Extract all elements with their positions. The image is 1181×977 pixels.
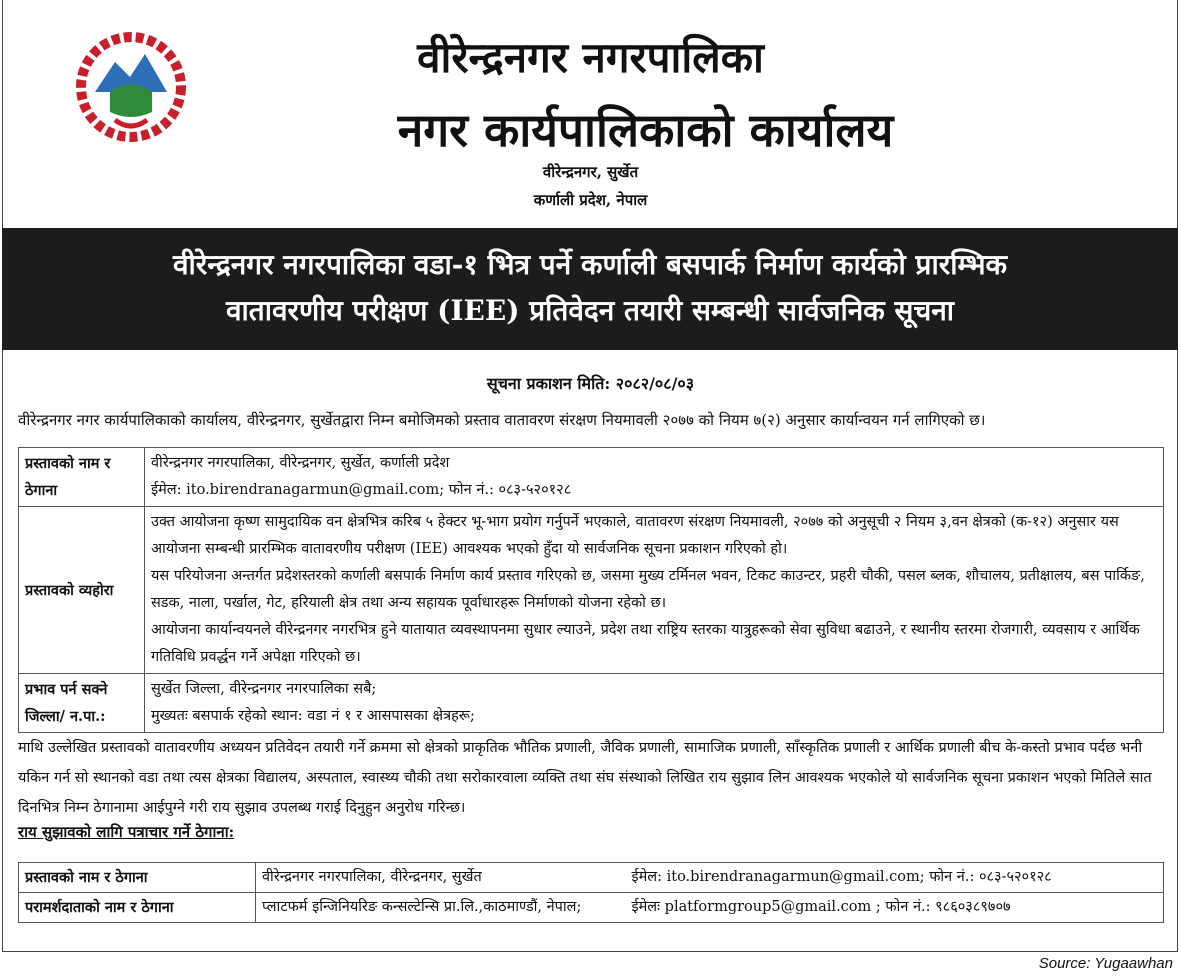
row-content <box>145 507 1164 674</box>
address-province: कर्णाली प्रदेश, नेपाल <box>533 191 648 209</box>
row-header: प्रस्तावको नाम र ठेगाना <box>19 863 256 893</box>
row-header: प्रस्तावको नाम र ठेगाना <box>19 448 145 507</box>
address-cell: प्लाटफर्म इन्जिनियरिङ कन्सल्टेन्सि प्रा.लि.,काठमाण्डौं, नेपाल; <box>256 893 626 923</box>
row-content <box>145 448 1164 507</box>
publication-date: सूचना प्रकाशन मिति: २०८२/०८/०३ <box>486 374 695 393</box>
row-header: प्रभाव पर्न सक्ने जिल्ला/ न.पा.: <box>19 674 145 733</box>
affected-area: सुर्खेत जिल्ला, वीरेन्द्रनगर नगरपालिका सबै; <box>151 681 377 697</box>
table-row <box>19 448 1164 507</box>
contact-cell: ईमेल: ito.birendranagarmun@gmail.com; फोन नं.: ०८३-५२०१२८ <box>626 863 1164 893</box>
description-paragraph: आयोजना कार्यान्वयनले वीरेन्द्रनगर नगरभित्र हुने यातायात व्यवस्थापनमा सुधार ल्याउने, प्रदेश तथा राष्ट्रिय स्तरका यात्रुहरूको सेवा सुविधा बढाउने, र स्थानीय स्तरमा रोजगारी, व्यवसाय र आर्थिक गतिविधि प्रवर्द्धन गर्ने अपेक्षा गरिएको छ। <box>151 622 1140 665</box>
proponent-contact <box>151 477 1157 504</box>
intro-text: वीरेन्द्रनगर नगर कार्यपालिकाको कार्यालय, वीरेन्द्रनगर, सुर्खेतद्वारा निम्न बमोजिमको प्रस्ताव वातावरण संरक्षण नियमावली २०७७ को नियम ७(२) अनुसार कार्यान्वयन गर्न लागिएको छ। <box>18 411 986 429</box>
email-label: ईमेल: <box>151 482 187 498</box>
contact-cell: ईमेलः platformgroup5@gmail.com ; फोन नं.: ९८६०३८९७०७ <box>626 893 1164 923</box>
description-paragraph: उक्त आयोजना कृष्ण सामुदायिक वन क्षेत्रभित्र करिब ५ हेक्टर भू-भाग प्रयोग गर्नुपर्ने भएकाले, वातावरण संरक्षण नियमावली, २०७७ को अनुसूची २ नियम ३,वन क्षेत्रको (क-१२) अनुसार यस आयोजना सम्बन्धी प्रारम्भिक वातावरणीय परीक्षण (IEE) आवश्यक भएको हुँदा यो सार्वजनिक सूचना प्रकाशन गरिएको हो। <box>151 514 1119 557</box>
proposal-table <box>18 447 1164 733</box>
source-credit: Source: Yugaawhan <box>1038 955 1173 972</box>
address-city: वीरेन्द्रनगर, सुर्खेत <box>542 163 639 181</box>
request-paragraph: माथि उल्लेखित प्रस्तावको वातावरणीय अध्ययन प्रतिवेदन तयारी गर्ने क्रममा सो क्षेत्रको प्राकृतिक भौतिक प्रणाली, जैविक प्रणाली, सामाजिक प्रणाली, साँस्कृतिक प्रणाली र आर्थिक प्रणाली बीच के-कस्तो प्रभाव पर्दछ भनी यकिन गर्न सो स्थानको वडा तथा त्यस क्षेत्रका विद्यालय, अस्पताल, स्वास्थ्य चौकी तथा सरोकारवाला व्यक्ति तथा संघ संस्थाको लिखित राय सुझाव लिन आवश्यक भएकोले यो सार्वजनिक सूचना प्रकाशन भएको मितिले सात दिनभित्र निम्न ठेगानामा आईपुग्ने गरी राय सुझाव उपलब्ध गराई दिनुहुन अनुरोध गरिन्छ। <box>18 740 1152 816</box>
office-title: नगर कार्यपालिकाको कार्यालय <box>397 103 894 157</box>
affected-area: मुख्यतः बसपार्क रहेको स्थान: वडा नं १ र आसपासका क्षेत्रहरू; <box>151 708 475 724</box>
contact-heading: राय सुझावको लागि पत्राचार गर्ने ठेगाना: <box>18 823 235 841</box>
table-row <box>19 507 1164 674</box>
table-row <box>19 674 1164 733</box>
contact-table <box>18 862 1164 923</box>
table-row <box>19 893 1164 923</box>
row-header: परामर्शदाताको नाम र ठेगाना <box>19 893 256 923</box>
email-link[interactable]: ito.birendranagarmun@gmail.com <box>186 482 440 498</box>
phone: ; फोन नं.: ०८३-५२०१२८ <box>439 482 572 498</box>
banner-line-2: वातावरणीय परीक्षण (IEE) प्रतिवेदन तयारी सम्बन्धी सार्वजनिक सूचना <box>225 294 955 327</box>
row-header: प्रस्तावको व्यहोरा <box>19 507 145 674</box>
row-content <box>145 674 1164 733</box>
table-row <box>19 863 1164 893</box>
proponent-address: वीरेन्द्रनगर नगरपालिका, वीरेन्द्रनगर, सुर्खेत, कर्णाली प्रदेश <box>151 455 450 471</box>
notice-title-banner <box>2 228 1178 350</box>
banner-line-1: वीरेन्द्रनगर नगरपालिका वडा-१ भित्र पर्ने कर्णाली बसपार्क निर्माण कार्यको प्रारम्भिक <box>172 248 1008 281</box>
description-paragraph: यस परियोजना अन्तर्गत प्रदेशस्तरको कर्णाली बसपार्क निर्माण कार्य प्रस्ताव गरिएको छ, जसमा मुख्य टर्मिनल भवन, टिकट काउन्टर, प्रहरी चौकी, पसल ब्लक, शौचालय, प्रतीक्षालय, बस पार्किङ, सडक, नाला, पर्खाल, गेट, हरियाली क्षेत्र तथा अन्य सहायक पूर्वाधारहरू निर्माणको योजना रहेको छ। <box>151 568 1145 611</box>
address-cell: वीरेन्द्रनगर नगरपालिका, वीरेन्द्रनगर, सुर्खेत <box>256 863 626 893</box>
municipality-title: वीरेन्द्रनगर नगरपालिका <box>417 33 764 82</box>
